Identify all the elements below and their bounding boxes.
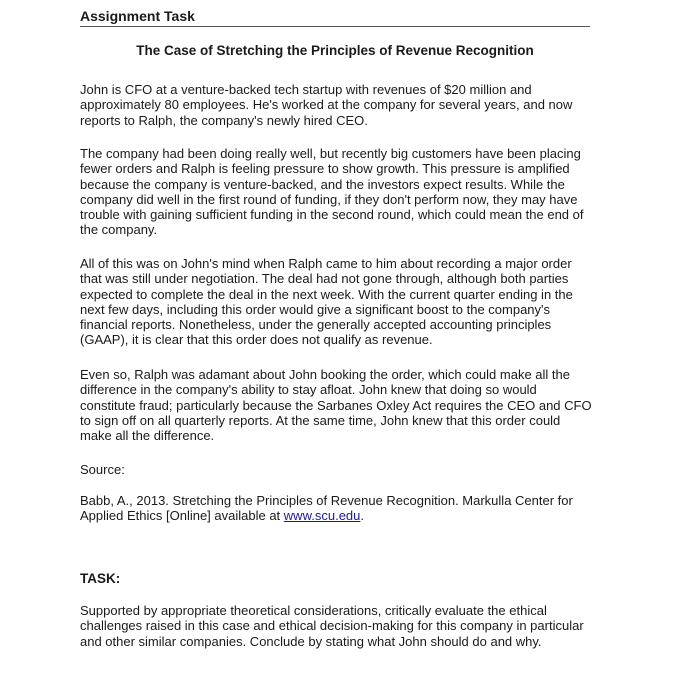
assignment-heading: Assignment Task: [80, 8, 195, 24]
case-title: The Case of Stretching the Principles of Revenue Recognition: [136, 43, 534, 58]
source-citation: [80, 493, 595, 524]
case-paragraph-1: John is CFO at a venture-backed tech startup with revenues of $20 million and approximately 80 employees. He's worked at the company for several years, and now reports to Ralph, the company's newly hired CEO.: [80, 82, 573, 128]
task-body: Supported by appropriate theoretical considerations, critically evaluate the ethical challenges raised in this case and ethical decision-making for this company in particular and other similar companies. Conclude by stating what John should do and why.: [80, 603, 584, 649]
source-label: Source:: [80, 462, 125, 477]
case-paragraph-3: All of this was on John's mind when Ralph came to him about recording a major order that was still under negotiation. The deal had not gone through, although both parties expected to complete the deal in the next week. With the current quarter ending in the next few days, including this order would give a significant boost to the company's financial reports. Nonetheless, under the generally accepted accounting principles (GAAP), it is clear that this order does not qualify as revenue.: [80, 256, 573, 348]
task-heading: TASK:: [80, 571, 121, 586]
citation-trailing: .: [360, 508, 365, 524]
source-link[interactable]: www.scu.edu: [283, 508, 361, 524]
case-paragraph-2: The company had been doing really well, but recently big customers have been placing fewer orders and Ralph is feeling pressure to show growth. This pressure is amplified because the company is venture-backed, and the investors expect results. While the company did well in the first round of funding, if they don't perform now, they may have trouble with gaining sufficient funding in the second round, which could mean the end of the company.: [80, 146, 584, 238]
case-paragraph-4: Even so, Ralph was adamant about John booking the order, which could make all the difference in the company's ability to stay afloat. John knew that doing so would constitute fraud; particularly because the Sarbanes Oxley Act requires the CEO and CFO to sign off on all quarterly reports. At the same time, John knew that this order could make all the difference.: [80, 367, 592, 444]
citation-text: Babb, A., 2013. Stretching the Principles of Revenue Recognition. Markulla Center for Applied Ethics [Online] available at: [80, 493, 573, 524]
header-divider: [80, 26, 590, 27]
